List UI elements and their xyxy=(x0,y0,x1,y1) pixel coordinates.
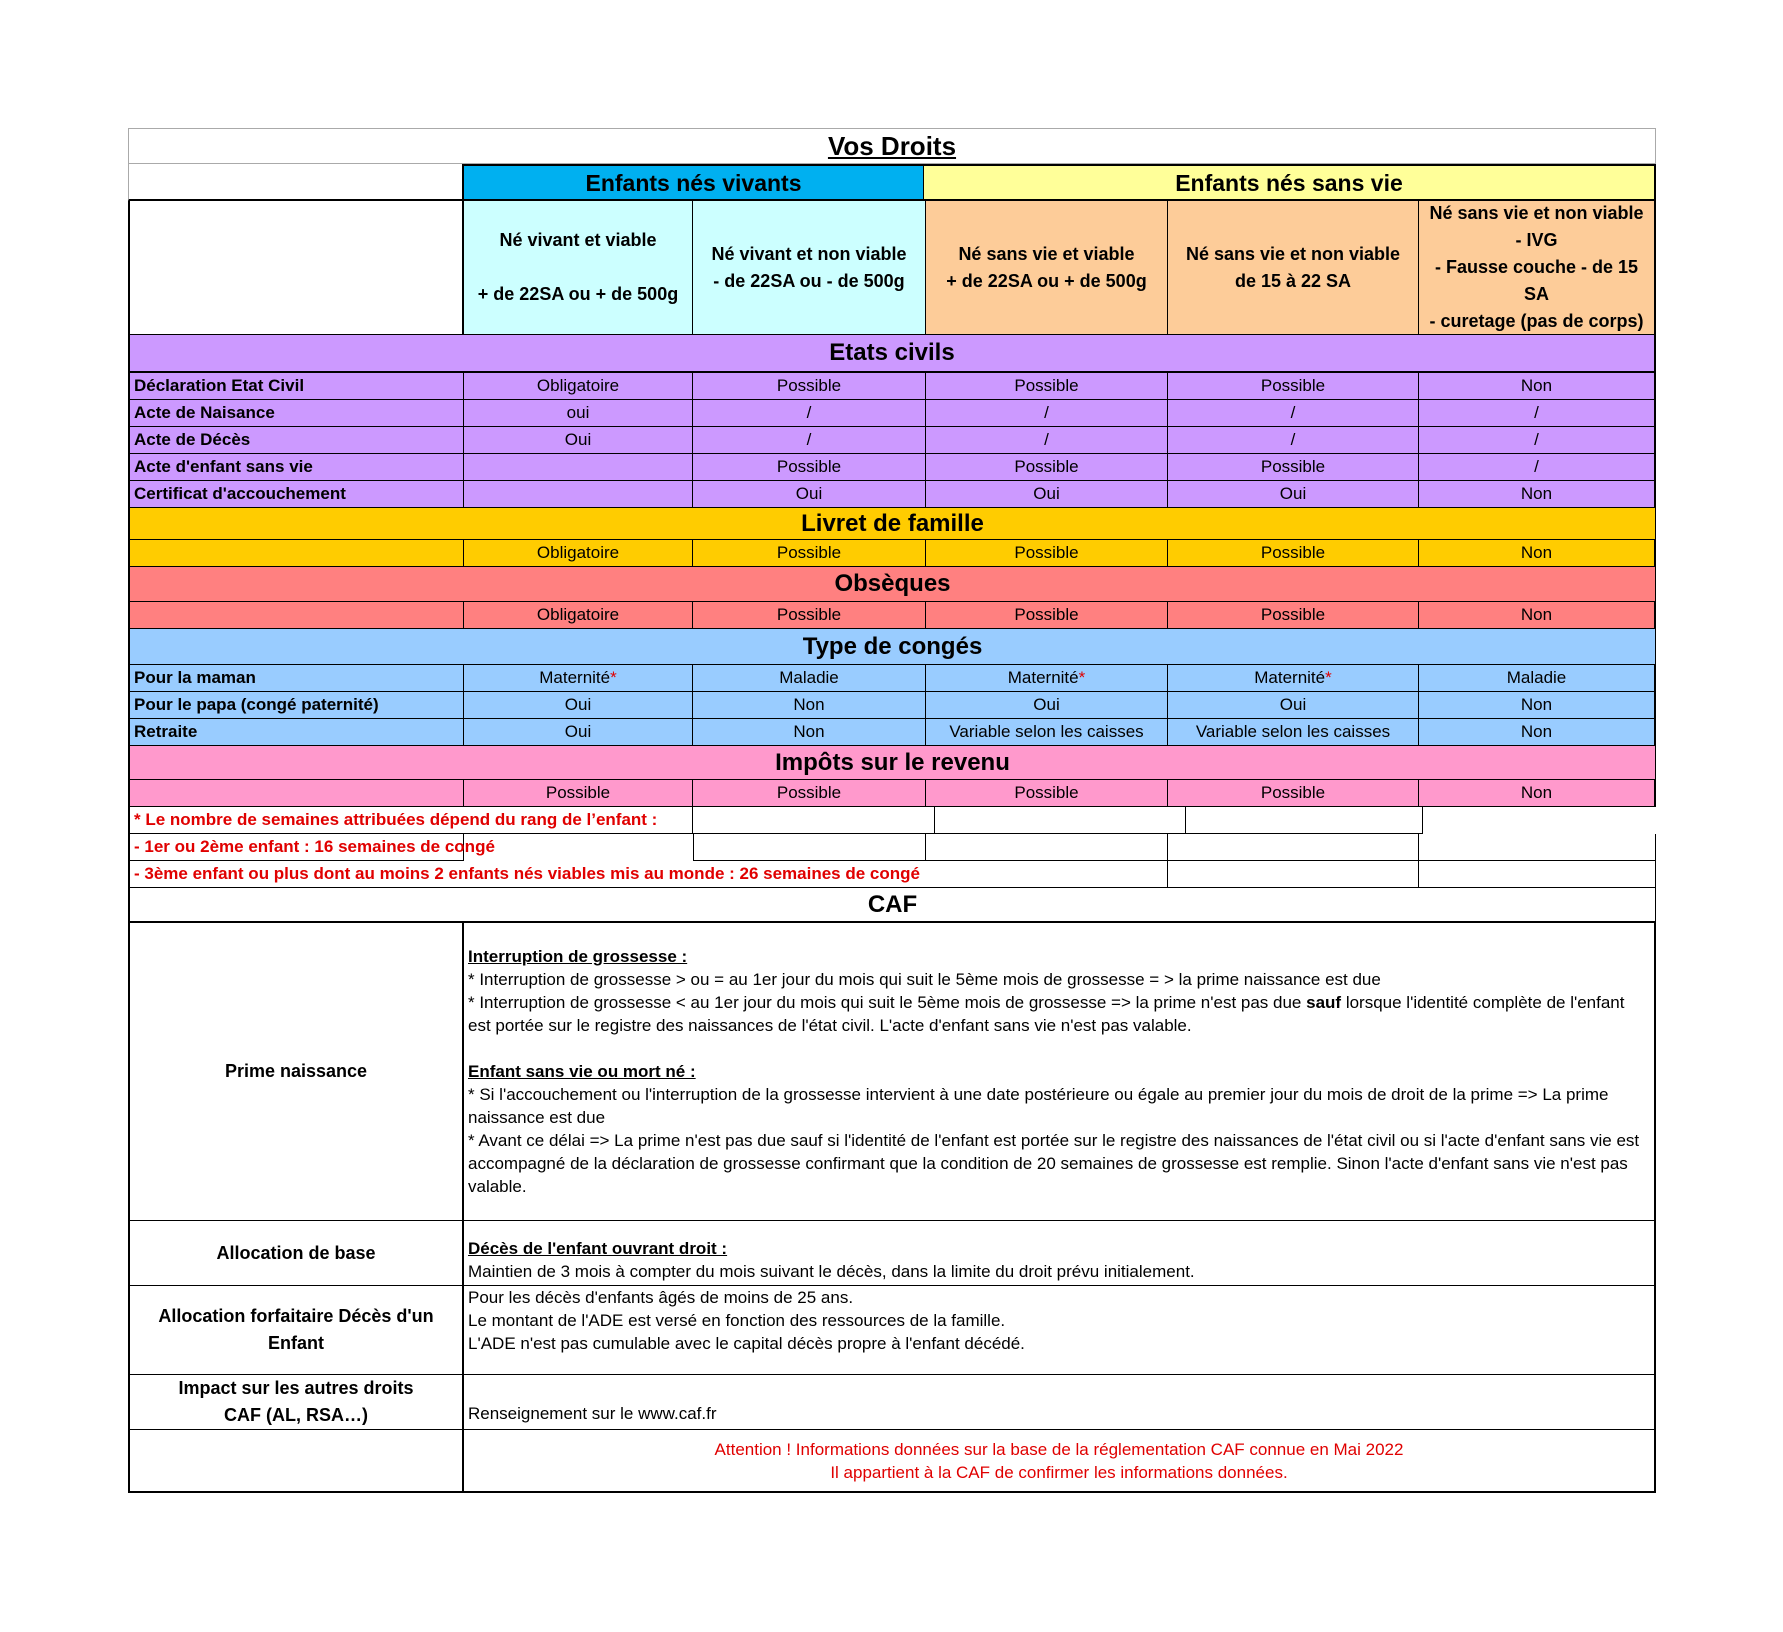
section-title: Livret de famille xyxy=(128,508,1656,540)
table-cell: Non xyxy=(693,692,926,719)
table-cell: Non xyxy=(1419,780,1656,807)
section-title: Etats civils xyxy=(128,335,1656,373)
row-label xyxy=(128,780,464,807)
impact-para: Renseignement sur le www.caf.fr xyxy=(468,1404,717,1423)
group-stillborn: Enfants nés sans vie xyxy=(924,164,1656,201)
table-cell: Oui xyxy=(464,719,693,746)
table-cell: Possible xyxy=(693,454,926,481)
attention-line-2: Il appartient à la CAF de confirmer les informations données. xyxy=(830,1462,1288,1482)
conges-rows xyxy=(128,665,1656,746)
table-row xyxy=(128,719,1656,746)
section-caf xyxy=(128,888,1656,923)
table-cell: / xyxy=(1419,400,1656,427)
prime-para-4: * Avant ce délai => La prime n'est pas due sauf si l'identité de l'enfant est portée sur le registre des naissances de l'état civil ou si l'acte d'enfant sans vie est accompagné de la déclaration de grossesse confirmant que la condition de 20 semaines de grossesse est remplie. Sinon l'acte d'enfant sans vie n'est pas valable. xyxy=(468,1131,1640,1196)
table-cell: Oui xyxy=(926,692,1168,719)
section-title: Obsèques xyxy=(128,567,1656,602)
caf-base-row xyxy=(128,1221,1656,1286)
col4-line2: de 15 à 22 SA xyxy=(1234,270,1352,291)
table-cell: Possible xyxy=(693,780,926,807)
table-cell: Non xyxy=(1419,602,1656,629)
table-cell: Variable selon les caisses xyxy=(1168,719,1419,746)
table-cell: Non xyxy=(1419,719,1656,746)
table-cell: Obligatoire xyxy=(464,373,693,400)
table-cell: Possible xyxy=(926,454,1168,481)
table-cell: Oui xyxy=(464,692,693,719)
col-header-1 xyxy=(464,201,693,335)
table-cell: Possible xyxy=(926,373,1168,400)
table-row xyxy=(128,692,1656,719)
col5-line1: Né sans vie et non viable xyxy=(1429,203,1644,223)
table-cell: Obligatoire xyxy=(464,602,693,629)
row-label xyxy=(128,602,464,629)
table-cell: Possible xyxy=(1168,540,1419,567)
attention-line-1: Attention ! Informations données sur la base de la réglementation CAF connue en Mai 2022 xyxy=(714,1439,1404,1459)
asterisk-mark: * xyxy=(1325,668,1332,687)
col5-line2: - IVG xyxy=(1515,230,1558,250)
column-header-row xyxy=(128,201,1656,335)
note-1: * Le nombre de semaines attribuées dépend du rang de l’enfant : xyxy=(128,807,693,834)
prime-heading-1: Interruption de grossesse : xyxy=(468,947,688,966)
col5-line3: - Fausse couche - de 15 SA xyxy=(1434,257,1639,304)
note-2: - 1er ou 2ème enfant : 16 semaines de congé xyxy=(128,834,464,861)
col-header-4 xyxy=(1168,201,1419,335)
prime-para-2: * Interruption de grossesse < au 1er jour du mois qui suit le 5ème mois de grossesse => la prime n'est pas due sauf lorsque l'identité complète de l'enfant est portée sur le registre des naissances de l'état civil. L'acte d'enfant sans vie n'est pas valable. xyxy=(468,993,1625,1035)
empty-corner xyxy=(128,164,464,201)
col3-line1: Né sans vie et viable xyxy=(958,243,1135,264)
ade-para-3: L'ADE n'est pas cumulable avec le capital décès propre à l'enfant décédé. xyxy=(468,1334,1025,1353)
table-cell: / xyxy=(1419,454,1656,481)
table-cell: Possible xyxy=(926,602,1168,629)
table-cell: Non xyxy=(693,719,926,746)
section-title: Type de congés xyxy=(128,629,1656,665)
table-cell: Non xyxy=(1419,481,1656,508)
obseques-row xyxy=(128,602,1656,629)
note-row-2 xyxy=(128,834,1656,861)
prime-para-1: * Interruption de grossesse > ou = au 1er jour du mois qui suit le 5ème mois de grossesse = > la prime naissance est due xyxy=(468,970,1381,989)
table-cell: Possible xyxy=(1168,780,1419,807)
rights-table xyxy=(128,128,1656,1493)
caf-attention-row xyxy=(128,1430,1656,1493)
row-label: Déclaration Etat Civil xyxy=(128,373,464,400)
table-row xyxy=(128,373,1656,400)
group-alive: Enfants nés vivants xyxy=(464,164,924,201)
row-label: Acte de Naisance xyxy=(128,400,464,427)
section-title: Impôts sur le revenu xyxy=(128,746,1656,780)
caf-impact-text xyxy=(464,1375,1656,1430)
caf-prime-label: Prime naissance xyxy=(128,923,464,1221)
caf-ade-label: Allocation forfaitaire Décès d'un Enfant xyxy=(128,1286,464,1375)
note-row-1 xyxy=(128,807,1656,834)
table-cell: Possible xyxy=(693,602,926,629)
table-cell: Maternité * xyxy=(1168,665,1419,692)
table-cell: / xyxy=(1168,427,1419,454)
col2-line2: - de 22SA ou - de 500g xyxy=(713,270,905,291)
table-cell: Possible xyxy=(693,540,926,567)
table-cell: Oui xyxy=(1168,481,1419,508)
table-cell: / xyxy=(693,427,926,454)
caf-impact-row xyxy=(128,1375,1656,1430)
table-cell: Possible xyxy=(1168,373,1419,400)
section-etats-civils xyxy=(128,335,1656,373)
col-header-2 xyxy=(693,201,926,335)
caf-ade-row xyxy=(128,1286,1656,1375)
row-label: Pour la maman xyxy=(128,665,464,692)
table-cell: Possible xyxy=(464,780,693,807)
table-cell: oui xyxy=(464,400,693,427)
table-cell: Maternité * xyxy=(926,665,1168,692)
table-cell: Possible xyxy=(926,540,1168,567)
livret-row xyxy=(128,540,1656,567)
table-cell: Obligatoire xyxy=(464,540,693,567)
table-cell: Possible xyxy=(693,373,926,400)
table-cell: Variable selon les caisses xyxy=(926,719,1168,746)
table-cell: / xyxy=(926,400,1168,427)
row-label: Pour le papa (congé paternité) xyxy=(128,692,464,719)
col4-line1: Né sans vie et non viable xyxy=(1185,243,1401,264)
row-label: Acte d'enfant sans vie xyxy=(128,454,464,481)
col5-line4: - curetage (pas de corps) xyxy=(1429,311,1644,331)
base-heading: Décès de l'enfant ouvrant droit : xyxy=(468,1239,728,1258)
table-row xyxy=(128,665,1656,692)
table-cell: Maladie xyxy=(693,665,926,692)
table-cell: / xyxy=(926,427,1168,454)
section-conges xyxy=(128,629,1656,665)
group-header-row xyxy=(128,164,1656,201)
table-row xyxy=(128,602,1656,629)
ade-para-2: Le montant de l'ADE est versé en fonction des ressources de la famille. xyxy=(468,1311,1006,1330)
table-cell: Oui xyxy=(926,481,1168,508)
header-blank xyxy=(128,201,464,335)
page-title: Vos Droits xyxy=(128,128,1656,164)
ade-para-1: Pour les décès d'enfants âgés de moins de 25 ans. xyxy=(468,1288,854,1307)
etats-civils-rows xyxy=(128,373,1656,508)
table-row xyxy=(128,427,1656,454)
table-cell: Non xyxy=(1419,540,1656,567)
table-cell: / xyxy=(1168,400,1419,427)
caf-ade-text xyxy=(464,1286,1656,1375)
table-cell: Oui xyxy=(1168,692,1419,719)
col3-line2: + de 22SA ou + de 500g xyxy=(946,270,1147,291)
table-cell xyxy=(464,481,693,508)
prime-para-3: * Si l'accouchement ou l'interruption de la grossesse intervient à une date postérieure ou égale au premier jour du mois de droit de la prime => La prime naissance est due xyxy=(468,1085,1609,1127)
table-cell: Possible xyxy=(926,780,1168,807)
table-cell: Oui xyxy=(464,427,693,454)
base-para: Maintien de 3 mois à compter du mois suivant le décès, dans la limite du droit prévu initialement. xyxy=(468,1262,1195,1281)
prime-heading-2: Enfant sans vie ou mort né : xyxy=(468,1062,696,1081)
col-header-3 xyxy=(926,201,1168,335)
asterisk-mark: * xyxy=(1078,668,1086,687)
table-cell: Maladie xyxy=(1419,665,1656,692)
note-3: - 3ème enfant ou plus dont au moins 2 enfants nés viables mis au monde : 26 semaines de congé xyxy=(128,861,1168,888)
caf-base-label: Allocation de base xyxy=(128,1221,464,1286)
row-label: Acte de Décès xyxy=(128,427,464,454)
section-livret xyxy=(128,508,1656,540)
table-row xyxy=(128,400,1656,427)
table-row xyxy=(128,481,1656,508)
col-header-5 xyxy=(1419,201,1656,335)
table-cell: Maternité * xyxy=(464,665,693,692)
col2-line1: Né vivant et non viable xyxy=(711,243,907,264)
section-title: CAF xyxy=(128,888,1656,923)
col1-line2: + de 22SA ou + de 500g xyxy=(477,284,679,304)
impots-row xyxy=(128,780,1656,807)
row-label xyxy=(128,540,464,567)
row-label: Retraite xyxy=(128,719,464,746)
caf-attention xyxy=(464,1430,1656,1493)
table-cell: Non xyxy=(1419,373,1656,400)
table-cell: Possible xyxy=(1168,454,1419,481)
table-row xyxy=(128,780,1656,807)
table-cell: / xyxy=(693,400,926,427)
section-obseques xyxy=(128,567,1656,602)
col1-line1: Né vivant et viable xyxy=(499,230,657,250)
caf-impact-label: Impact sur les autres droits CAF (AL, RSA…) xyxy=(128,1375,464,1430)
table-cell: Possible xyxy=(1168,602,1419,629)
table-row xyxy=(128,540,1656,567)
table-cell xyxy=(464,454,693,481)
table-cell: / xyxy=(1419,427,1656,454)
caf-base-text xyxy=(464,1221,1656,1286)
row-label: Certificat d'accouchement xyxy=(128,481,464,508)
caf-prime-row xyxy=(128,923,1656,1221)
title-row xyxy=(128,128,1656,164)
table-row xyxy=(128,454,1656,481)
section-impots xyxy=(128,746,1656,780)
asterisk-mark: * xyxy=(610,668,617,687)
note-row-3 xyxy=(128,861,1656,888)
table-cell: Oui xyxy=(693,481,926,508)
table-cell: Non xyxy=(1419,692,1656,719)
caf-prime-text xyxy=(464,923,1656,1221)
